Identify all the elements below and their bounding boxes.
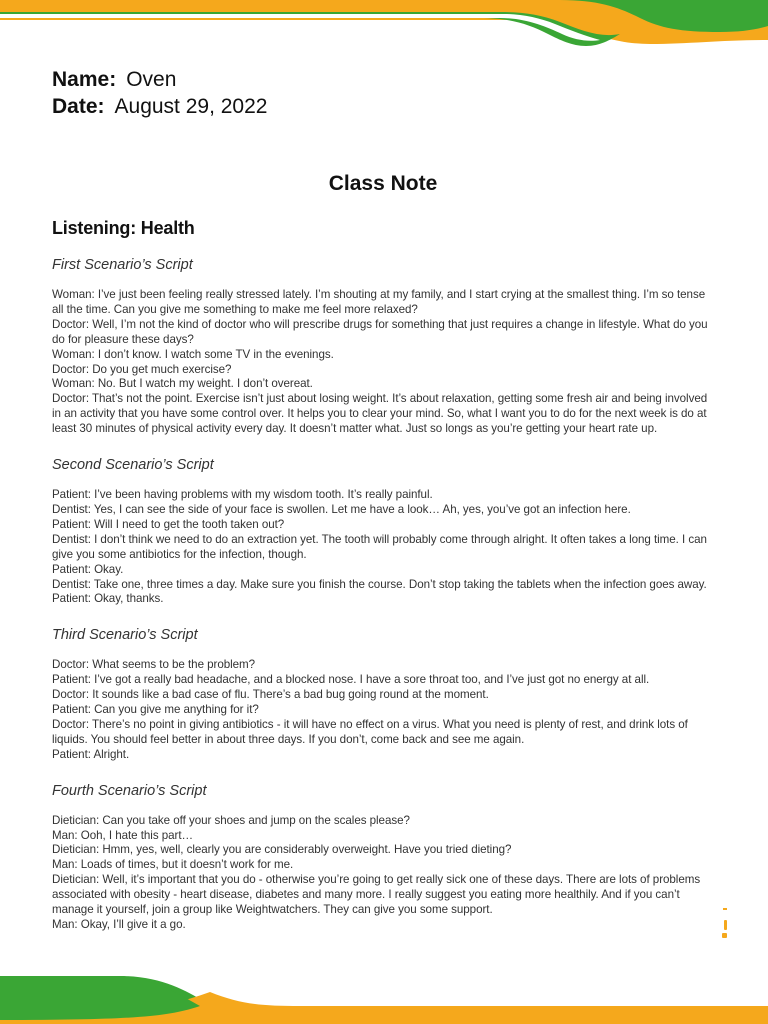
name-line [52,66,714,93]
script-line: Dentist: Yes, I can see the side of your face is swollen. Let me have a look… Ah, yes, you’ve got an infection here. [52,502,631,516]
script-text [52,288,714,437]
name-label: Name: [52,68,117,91]
script-line: Patient: I’ve got a really bad headache, and a blocked nose. I have a sore throat too, and I’ve just got no energy at all. [52,673,650,687]
script-text [52,814,714,933]
script-text [52,658,714,762]
scenario-list [52,257,714,933]
script-line: Man: Okay, I’ll give it a go. [52,918,186,931]
scenario-title: Fourth Scenario’s Script [52,782,207,799]
script-line: Doctor: Do you get much exercise? [52,362,232,376]
top-white-fill [0,28,520,48]
date-label: Date: [52,95,105,118]
scenario-block [52,627,714,762]
script-line: Dietician: Can you take off your shoes and jump on the scales please? [52,813,410,827]
script-line: Patient: Alright. [52,747,130,761]
script-text [52,488,714,607]
scenario-block [52,257,714,437]
script-line: Doctor: It sounds like a bad case of flu. There’s a bad bug going round at the moment. [52,688,489,702]
bottom-decorative-band [0,964,768,1024]
script-line: Dietician: Hmm, yes, well, clearly you are considerably overweight. Have you tried dieting? [52,843,512,857]
script-line: Patient: Okay, thanks. [52,592,164,606]
script-line: Doctor: What seems to be the problem? [52,658,256,672]
scenario-title: First Scenario’s Script [52,257,193,273]
script-line: Dentist: I don’t think we need to do an extraction yet. The tooth will probably come through alright. It often takes a long time. I can give you some antibiotics for the infection, though. [52,532,707,561]
scenario-title: Second Scenario’s Script [52,457,214,474]
bottom-green-fill [0,976,200,1020]
script-line: Woman: I don’t know. I watch some TV in the evenings. [52,347,334,361]
script-line: Patient: Will I need to get the tooth taken out? [52,517,285,531]
side-mark-icon [720,906,730,940]
script-line: Man: Loads of times, but it doesn’t work for me. [52,858,294,872]
document-page [52,66,714,933]
section-heading: Listening: Health [52,218,195,238]
date-line [52,93,714,120]
script-line: Man: Ooh, I hate this part… [52,828,194,842]
script-line: Patient: I’ve been having problems with my wisdom tooth. It’s really painful. [52,488,433,502]
script-line: Woman: No. But I watch my weight. I don’t overeat. [52,377,313,391]
name-value: Oven [126,68,177,91]
script-line: Doctor: Well, I’m not the kind of doctor who will prescribe drugs for something that just requires a change in lifestyle. What do you do for pleasure these days? [52,317,708,346]
top-decorative-band [0,0,768,48]
scenario-block [52,457,714,607]
script-line: Dietician: Well, it’s important that you do - otherwise you’re going to get really sick one of these days. There are lots of problems associated with obesity - heart disease, diabetes and many more. I really suggest you eating more healthily. And if you can’t manage it yourself, join a group like Weightwatchers. They can give you some support. [52,873,701,917]
scenario-block [52,783,714,933]
script-line: Doctor: There’s no point in giving antibiotics - it will have no effect on a virus. What you need is plenty of rest, and drink lots of liquids. You should feel better in about three days. If you don’t, come back and see me again. [52,717,688,746]
script-line: Patient: Okay. [52,562,124,576]
date-value: August 29, 2022 [114,95,268,118]
script-line: Doctor: That’s not the point. Exercise isn’t just about losing weight. It’s about relaxation, getting some fresh air and being involved in an activity that you have some control over. It helps you to clear your mind. So, what I want you to do for the next week is do at least 30 minutes of physical activity every day. It doesn’t matter what. Just so longs as you’re getting your heart rate up. [52,392,708,436]
document-title: Class Note [328,172,438,195]
script-line: Patient: Can you give me anything for it? [52,703,259,717]
scenario-title: Third Scenario’s Script [52,627,198,644]
script-line: Dentist: Take one, three times a day. Make sure you finish the course. Don’t stop taking the tablets when the infection goes away. [52,577,707,591]
script-line: Woman: I’ve just been feeling really stressed lately. I’m shouting at my family, and I start crying at the smallest thing. I’m so tense all the time. Can you give me something to make me feel more relaxed? [52,288,706,316]
